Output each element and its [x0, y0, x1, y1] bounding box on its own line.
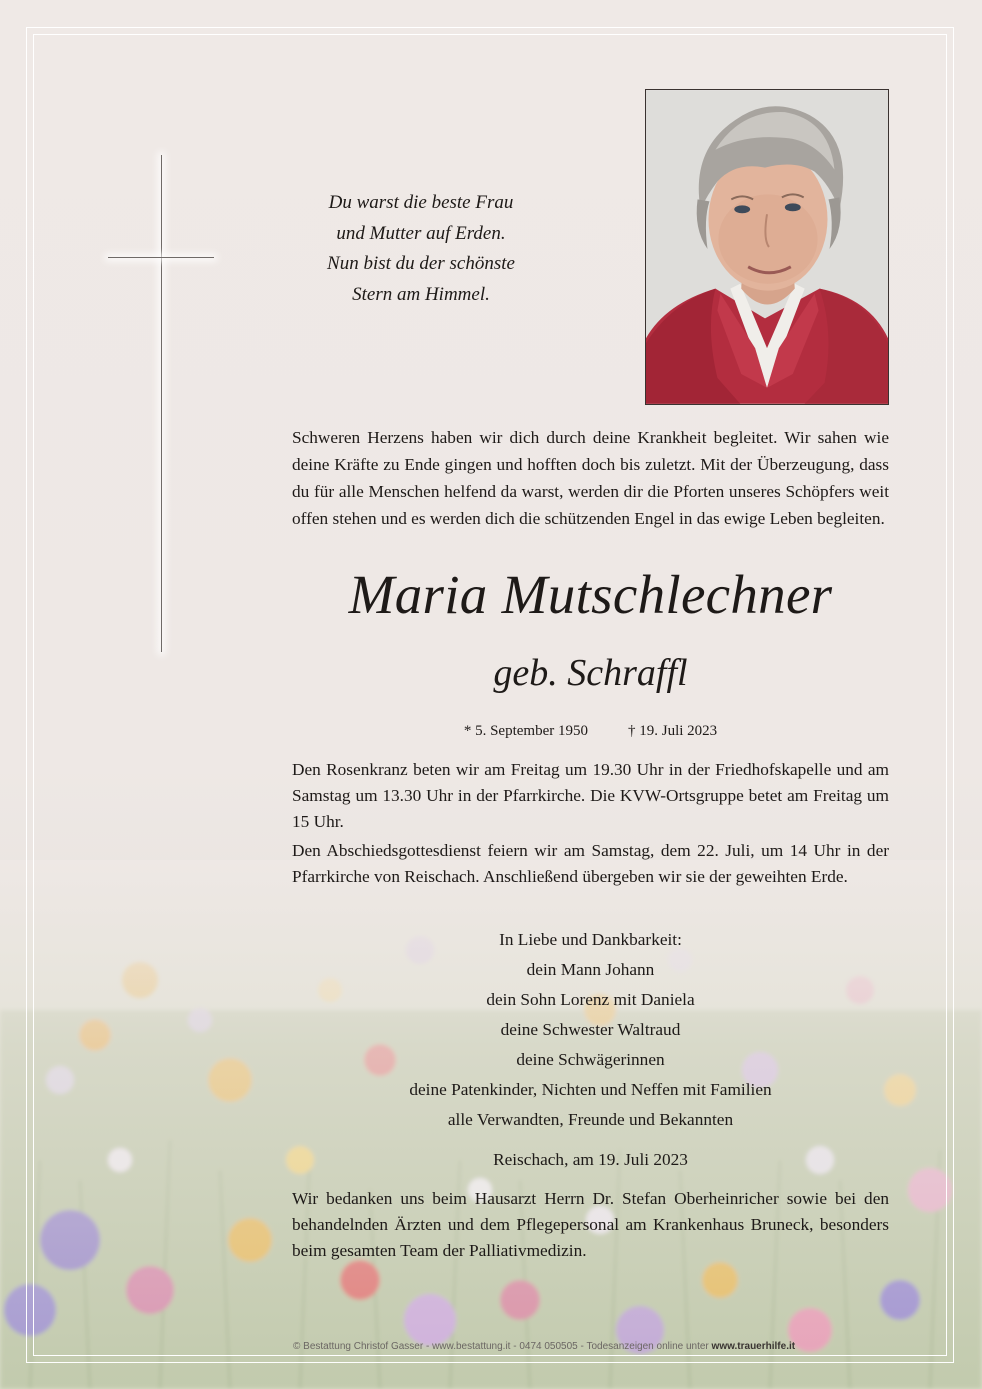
- intro-text: Schweren Herzens haben wir dich durch deine Krankheit begleitet. Wir sahen wie deine Kräfte zu Ende gingen und hofften doch bis zuletzt. Mit der Überzeugung, dass du für alle Menschen helfend da warst, werden dir die Pforten unseres Schöpfers weit offen stehen und es werden dich die schützenden Engel in das ewige Leben begleiten.: [292, 428, 889, 528]
- cross-icon: [108, 155, 214, 652]
- mourner-line: deine Patenkinder, Nichten und Neffen mit Familien: [409, 1080, 772, 1099]
- cross-vertical-bar: [161, 155, 162, 652]
- quote-line: Nun bist du der schönste: [327, 253, 515, 274]
- quote-line: und Mutter auf Erden.: [336, 222, 506, 244]
- maiden-name: geb. Schraffl: [493, 652, 688, 694]
- place-and-date: Reischach, am 19. Juli 2023: [493, 1150, 688, 1169]
- mourner-line: deine Schwägerinnen: [516, 1050, 665, 1069]
- mourner-line: dein Mann Johann: [526, 960, 655, 979]
- mourners-heading: In Liebe und Dankbarkeit:: [499, 930, 682, 949]
- quote-line: Du warst die beste Frau: [328, 192, 514, 213]
- memorial-quote: [290, 188, 552, 310]
- mourners-list: [292, 925, 889, 1135]
- mourner-line: dein Sohn Lorenz mit Daniela: [486, 990, 695, 1009]
- rosary-notice: Den Rosenkranz beten wir am Freitag um 19.30 Uhr in der Friedhofskapelle und am Samstag um 13.30 Uhr in der Pfarrkirche. Die KVW-Ortsgruppe betet am Freitag um 15 Uhr.: [292, 760, 889, 831]
- deceased-name: Maria Mutschlechner: [348, 564, 833, 625]
- footer-text: © Bestattung Christof Gasser - www.bestattung.it - 0474 050505 - Todesanzeigen online unter: [293, 1341, 712, 1352]
- thanks-text: Wir bedanken uns beim Hausarzt Herrn Dr. Stefan Oberheinricher sowie bei den behandelnden Ärzten und dem Pflegepersonal am Krankenhaus Bruneck, besonders beim gesamten Team der Palliativmedizin.: [292, 1189, 889, 1260]
- portrait-photo: [645, 89, 889, 405]
- death-date: † 19. Juli 2023: [627, 723, 718, 739]
- mourner-line: alle Verwandten, Freunde und Bekannten: [447, 1110, 734, 1129]
- birth-date: * 5. September 1950: [463, 723, 588, 739]
- mourner-line: deine Schwester Waltraud: [500, 1020, 681, 1039]
- footer-credits: [150, 1340, 982, 1354]
- footer-link[interactable]: www.trauerhilfe.it: [711, 1341, 796, 1352]
- portrait-image: [646, 90, 888, 404]
- cross-horizontal-bar: [108, 257, 214, 258]
- quote-line: Stern am Himmel.: [352, 283, 490, 305]
- funeral-notice: Den Abschiedsgottesdienst feiern wir am Samstag, dem 22. Juli, um 14 Uhr in der Pfarrkirche von Reischach. Anschließend übergeben wir sie der geweihten Erde.: [292, 841, 889, 886]
- life-dates: [292, 718, 889, 744]
